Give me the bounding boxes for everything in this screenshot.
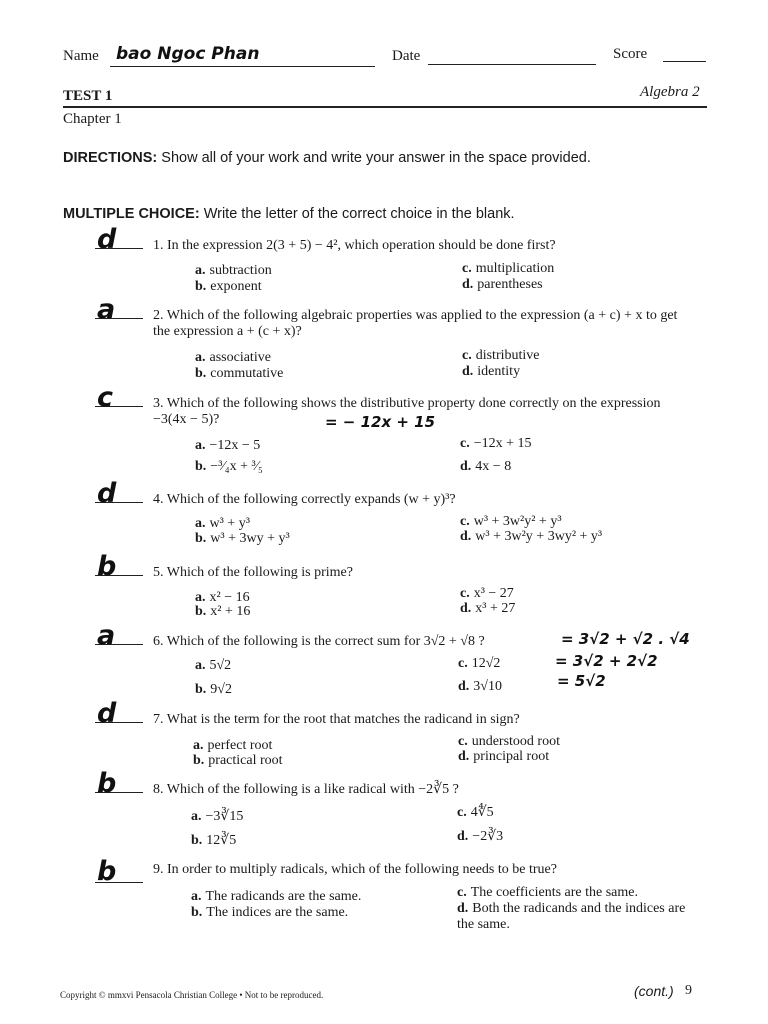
handwritten-work-line-3: = 5√2 xyxy=(557,672,606,690)
handwritten-answer: d xyxy=(97,224,117,255)
handwritten-answer: b xyxy=(97,856,117,887)
question-text: 4. Which of the following correctly expands (w + y)³? xyxy=(153,492,456,507)
option-a: a. −12x − 5 xyxy=(195,438,261,453)
handwritten-answer: c xyxy=(97,382,114,413)
question-text: 5. Which of the following is prime? xyxy=(153,565,353,580)
multiple-choice-text: Write the letter of the correct choice in the blank. xyxy=(203,206,515,222)
option-a: a. The radicands are the same. xyxy=(191,889,362,904)
question-text: 9. In order to multiply radicals, which of the following needs to be true? xyxy=(153,862,557,877)
option-b: b. The indices are the same. xyxy=(191,905,349,920)
name-label: Name xyxy=(63,48,99,64)
question-text: 3. Which of the following shows the distributive property done correctly on the expression −3(4x − 5)? xyxy=(153,396,661,427)
handwritten-answer: a xyxy=(97,294,116,325)
subject-label: Algebra 2 xyxy=(640,84,700,100)
option-d: d. Both the radicands and the indices are the same. xyxy=(457,901,686,932)
directions-label: DIRECTIONS: xyxy=(63,150,158,166)
option-c: c. understood root xyxy=(458,734,560,749)
handwritten-answer: a xyxy=(97,620,116,651)
directions-text: Show all of your work and write your answer in the space provided. xyxy=(161,150,591,166)
question-text: 1. In the expression 2(3 + 5) − 4², which operation should be done first? xyxy=(153,238,556,253)
directions xyxy=(63,150,591,166)
handwritten-work-line-1: = 3√2 + √2 . √4 xyxy=(561,630,690,648)
option-b: b. 9√2 xyxy=(195,682,232,697)
multiple-choice-heading xyxy=(63,206,515,222)
option-d: d. principal root xyxy=(458,749,550,764)
option-a: a. 5√2 xyxy=(195,658,232,673)
question-text: 7. What is the term for the root that matches the radicand in sign? xyxy=(153,712,520,727)
name-field[interactable] xyxy=(110,66,375,67)
option-a: a. −3∛15 xyxy=(191,809,244,824)
test-label: TEST 1 xyxy=(63,88,113,104)
page-number: 9 xyxy=(685,983,692,998)
handwritten-answer: b xyxy=(97,768,117,799)
handwritten-answer: d xyxy=(97,478,117,509)
option-a: a. subtraction xyxy=(195,263,272,278)
option-d: d. identity xyxy=(462,364,521,379)
option-b: b. practical root xyxy=(193,753,283,768)
option-c: c. The coefficients are the same. xyxy=(457,885,638,900)
date-field[interactable] xyxy=(428,64,596,65)
handwritten-answer: d xyxy=(97,698,117,729)
header-rule xyxy=(63,106,707,108)
option-c: c. −12x + 15 xyxy=(460,436,532,451)
option-b: b. −³⁄₄x + ³⁄₅ xyxy=(195,459,263,474)
continued-label: (cont.) xyxy=(634,983,674,999)
option-b: b. 12∛5 xyxy=(191,833,237,848)
score-label: Score xyxy=(613,46,648,62)
option-b: b. commutative xyxy=(195,366,284,381)
option-d: d. 4x − 8 xyxy=(460,459,512,474)
question-text: 6. Which of the following is the correct sum for 3√2 + √8 ? xyxy=(153,634,485,649)
score-field[interactable] xyxy=(663,61,706,62)
handwritten-work: = − 12x + 15 xyxy=(325,413,436,431)
option-a: a. associative xyxy=(195,350,271,365)
option-d: d. x³ + 27 xyxy=(460,601,516,616)
handwritten-answer: b xyxy=(97,551,117,582)
option-a: a. w³ + y³ xyxy=(195,516,250,531)
handwritten-work-line-2: = 3√2 + 2√2 xyxy=(555,652,658,670)
option-a: a. x² − 16 xyxy=(195,590,250,605)
option-c: c. x³ − 27 xyxy=(460,586,514,601)
option-c: c. 12√2 xyxy=(458,656,501,671)
multiple-choice-label: MULTIPLE CHOICE: xyxy=(63,206,200,222)
option-a: a. perfect root xyxy=(193,738,273,753)
option-b: b. w³ + 3wy + y³ xyxy=(195,531,290,546)
option-d: d. w³ + 3w²y + 3wy² + y³ xyxy=(460,529,603,544)
option-c: c. multiplication xyxy=(462,261,555,276)
option-d: d. −2∛3 xyxy=(457,829,504,844)
chapter-label: Chapter 1 xyxy=(63,111,122,127)
question-text: 2. Which of the following algebraic properties was applied to the expression (a + c) + x to get the expression a + (c + x)? xyxy=(153,308,678,339)
option-d: d. 3√10 xyxy=(458,679,502,694)
copyright-notice: Copyright © mmxvi Pensacola Christian College • Not to be reproduced. xyxy=(60,990,324,1000)
date-label: Date xyxy=(392,48,421,64)
option-c: c. distributive xyxy=(462,348,540,363)
option-b: b. x² + 16 xyxy=(195,604,251,619)
option-c: c. w³ + 3w²y² + y³ xyxy=(460,514,562,529)
name-value: bao Ngoc Phan xyxy=(116,44,260,64)
question-text: 8. Which of the following is a like radical with −2∛5 ? xyxy=(153,782,459,797)
option-d: d. parentheses xyxy=(462,277,543,292)
option-c: c. 4∜5 xyxy=(457,805,494,820)
option-b: b. exponent xyxy=(195,279,262,294)
